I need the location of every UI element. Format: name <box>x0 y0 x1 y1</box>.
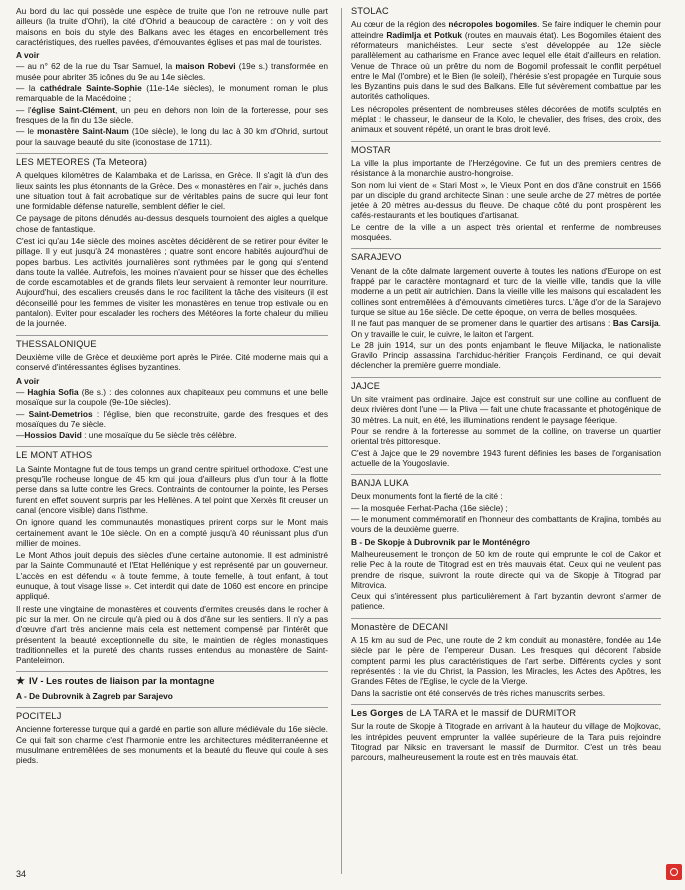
mostar-paragraph: Son nom lui vient de « Stari Most », le Vieux Pont en dos d'âne construit en 1566 par un disciple du grand architecte Sinan : une seule arche de 27 mètres de portée jetée à 20 mètres au-dessus du fleuve. De chaque côté du pont prospèrent les cafés-restaurants et les boutiques d'artisanat. <box>351 179 661 221</box>
text-run: — la <box>16 83 40 94</box>
jajce-paragraph: C'est à Jajce que le 29 novembre 1943 furent définies les bases de l'organisation actuelle de la Yougoslavie. <box>351 447 661 468</box>
text-run: (11e-14e siècles), le monument roman le plus remarquable de la Macédoine ; <box>16 83 328 104</box>
mostar-paragraph: Le centre de la ville a un aspect très oriental et renferme de nombreuses mosquées. <box>351 221 661 243</box>
sarajevo-paragraph: Le 28 juin 1914, sur un des ponts enjambant le fleuve Miljacka, le nationaliste Gravilo Princip assassina l'archiduc-héritier François Ferdinand, ce qui devait déclencher la première guerre mondiale. <box>351 339 661 371</box>
chapter-title: IV - Les routes de liaison par la montagne <box>28 675 215 687</box>
jajce-paragraph: Pour se rendre à la forteresse au sommet de la colline, on traverse un quartier oriental très pittoresque. <box>351 425 661 447</box>
banja-luka-paragraph: Deux monuments font la fierté de la cité : <box>351 491 503 502</box>
text-run: . On y travaille le cuir, le cuivre, le laiton et l'argent. <box>351 318 661 339</box>
column-divider <box>341 8 342 874</box>
text-run: — <box>16 430 25 441</box>
ohrid-sights-list <box>16 61 328 146</box>
monument-name: église Saint-Clément <box>31 104 115 115</box>
route-b-paragraph: Ceux qui s'intéressent plus particulièrement à l'art byzantin devront s'armer de patience. <box>351 591 661 612</box>
place-name: Bas Carsija <box>612 318 659 329</box>
monument-name: maison Robevi <box>175 61 236 72</box>
stolac-paragraph: Les nécropoles présentent de nombreuses stèles décorées de motifs sculptés en méplat : le chasseur, le danseur de la Kolo, le chevalier, des frises, des croix, des animaux et souvent répété, un orant le bras droit levé. <box>351 103 661 135</box>
a-voir-heading: A voir <box>16 50 40 61</box>
monument-name: Haghia Sofia <box>27 386 79 397</box>
pocitelj-heading: POCITELJ <box>16 707 328 722</box>
jajce-heading: JAJCE <box>351 377 661 392</box>
text-run: (8e s.) : des colonnes aux chapiteaux peu communs et une belle mosaïque sur la coupole (9e-10e siècles). <box>16 386 328 408</box>
stolac-paragraph <box>351 19 661 101</box>
text-run: Il ne faut pas manquer de se promener dans le quartier des artisans : <box>351 318 613 329</box>
place-name: Les Gorges <box>351 707 404 718</box>
banja-luka-item: — la mosquée Ferhat-Pacha (16e siècle) ; <box>351 502 508 513</box>
text-run: (19e s.) transformée en musée pour abriter 35 icônes du 9e au 14e siècles. <box>16 61 328 82</box>
meteores-heading: LES METEORES (Ta Meteora) <box>16 153 328 168</box>
route-b-heading: B - De Skopje à Dubrovnik par le Monténégro <box>351 536 530 547</box>
mont-athos-heading: LE MONT ATHOS <box>16 446 328 461</box>
banja-luka-heading: BANJA LUKA <box>351 474 661 489</box>
mostar-heading: MOSTAR <box>351 141 661 156</box>
decani-paragraph: A 15 km au sud de Pec, une route de 2 km conduit au monastère, fondée au 14e siècle par le père de l'empereur Dusan. Les fresques qui décorent l'abside comptent parmi les plus caractéristiques de l'art serbe. Différents cycles y sont représentés : la vie du Christ, la Passion, les Miracles, les Actes des Apôtres, les Grandes Fêtes de l'Eglise, le cycle de la Vierge. <box>351 635 661 687</box>
meteores-paragraph: A quelques kilomètres de Kalambaka et de Larissa, en Grèce. Il s'agit là d'un des lieux saints les plus étonnants de la Grèce. Des « monastères en l'air », juchés dans une situation tout à fait acrobatique sur de véritables pains de sucre qui leur font une formidable défense naturelle, semblent défier le ciel. <box>16 170 328 212</box>
route-a-heading: A - De Dubrovnik à Zagreb par Sarajevo <box>16 690 173 701</box>
mostar-paragraph: La ville la plus importante de l'Herzégovine. Ce fut un des premiers centres de résistance à la monarchie austro-hongroise. <box>351 157 661 179</box>
page-number: 34 <box>16 868 27 879</box>
thessalonique-sights-list <box>16 387 328 440</box>
thessalonique-sight-item <box>16 409 328 430</box>
corner-marker-icon <box>666 864 682 880</box>
place-name: nécropoles bogomiles <box>448 19 538 30</box>
text-run: : l'église, bien que reconstruite, garde des fresques et des mosaïques du 7e siècle. <box>16 408 328 429</box>
ohrid-sight-item <box>16 126 328 147</box>
text-run: — l' <box>16 104 32 115</box>
text-run: : une mosaïque du 5e siècle très célèbre. <box>81 430 237 441</box>
text-run: , un peu en dehors non loin de la forteresse, pour ses fresques de la fin du 13e siècle. <box>16 104 329 125</box>
decani-heading: Monastère de DECANI <box>351 618 661 633</box>
place-name: Radimlja et Potkuk <box>386 29 463 40</box>
sarajevo-heading: SARAJEVO <box>351 248 661 263</box>
meteores-paragraph: C'est ici qu'au 14e siècle des moines ascètes décidèrent de se retirer pour éviter le pillage. Il y eut jusqu'à 24 monastères ; quatre sont encore habités aujourd'hui de popes barbus. Les activités journalières sont rythmées par le gong qui s'entend dans toute la vallée. Autrefois, les moines n'avaient pour se hisser que des échelles de corde escamotables et de grands filets leur servaient à remonter leur nourriture. Aujourd'hui, des escaliers creusés dans le roc facilitent la tâche des visiteurs (il est déconseillé pour les femmes de visiter les monastères en tenue trop estivale ou en pantalon). Eviter pour escalader les rochers des Météores la forte chaleur du milieu de la journée. <box>16 236 328 329</box>
sarajevo-paragraph <box>351 318 661 339</box>
text-run: — le <box>16 126 38 137</box>
monument-name: monastère Saint-Naum <box>37 126 129 137</box>
thessalonique-sight-item <box>16 387 328 408</box>
text-run: — au n° 62 de la rue du Tsar Samuel, la <box>16 61 176 72</box>
text-run: (routes en mauvais état). Les Bogomiles étaient des réformateurs manichéistes. Leur secte s'est développée au 12e siècle parallèlement au catharisme en France avec lequel elle était d'ailleurs en relation. Venue de Thrace où un prêtre du nom de Bogomil professait le conflit perpétuel entre le Mal (l'ombre) et le Bien (le soleil), l'hérésie s'est propagée en Turquie sous les Byzantins puis dans le sud des Balkans. Elle fut sévèrement combattue par les autorités catholiques. <box>351 29 661 102</box>
decani-paragraph: Dans la sacristie ont été conservés de très riches manuscrits serbes. <box>351 687 606 698</box>
tara-paragraph: Sur la route de Skopje à Titograde en arrivant à la hauteur du village de Mojkovac, les intrépides peuvent emprunter la vallée supérieure de la Tara puis rejoindre Titograd par Niksic en traversant le massif de Durmitor. C'est un très beau parcours, malheureusement la route est en très mauvais état. <box>351 721 661 763</box>
athos-paragraph: Le Mont Athos jouit depuis des siècles d'une certaine autonomie. Il est administré par la Sainte Communauté et l'Etat Hellénique y est représenté par un gouverneur. L'accès en est défendu « à toute femme, à toute femelle, à tout enfant, à tout eunuque, à tout visage lisse ». Cet interdit qui date de 1060 est encore en principe appliqué. <box>16 550 328 602</box>
left-column <box>16 6 328 768</box>
monument-name: Saint-Demetrios <box>28 408 93 419</box>
text-run: (10e siècle), le long du lac à 30 km d'Ohrid, surtout pour la sauvage beauté du site (iconostase de 1711). <box>16 126 328 147</box>
chapter-heading <box>16 671 328 688</box>
a-voir-heading: A voir <box>16 375 40 386</box>
stolac-heading: STOLAC <box>351 6 389 16</box>
ohrid-sight-item <box>16 83 328 104</box>
text-run: Au cœur de la région des <box>351 19 449 30</box>
ohrid-intro: Au bord du lac qui possède une espèce de truite que l'on ne retrouve nulle part ailleurs (la truite d'Ohri), la cité d'Ohrid a beaucoup de caractère : on y voit des maisons en bois du style des Balkans avec les étages en encorbellement très caractéristiques, des ruelles pavées, d'émouvantes églises et pas mal de touristes. <box>16 6 328 47</box>
route-b-paragraph: Malheureusement le tronçon de 50 km de route qui emprunte le col de Cakor et relie Pec à la route de Titograd est en très mauvais état. Ceux qui ne veulent pas prendre de risque, suivront la route directe qui va de Skopje à Titograd par Mitrovica. <box>351 548 661 590</box>
text-run: — <box>16 386 28 397</box>
star-icon: ★ <box>16 676 25 688</box>
monument-name: Hossios David <box>24 430 82 441</box>
ohrid-sight-item <box>16 61 328 82</box>
ohrid-sight-item <box>16 105 328 126</box>
guide-page <box>16 6 670 880</box>
banja-luka-item: — le monument commémoratif en l'honneur des combattants de Krajina, tombés au vours de la deuxième guerre. <box>351 514 661 535</box>
thessalonique-paragraph: Deuxième ville de Grèce et deuxième port après le Pirée. Cité moderne mais qui a conservé d'intéressantes églises byzantines. <box>16 352 328 373</box>
sarajevo-paragraph: Venant de la côte dalmate largement ouverte à toutes les nations d'Europe on est frappé par le caractère montagnard et turc de la vieille ville, tandis que la ville moderne a un petit air autrichien. Dans la vieille ville les maisons qui escaladent les collines sont entremêlées à d'émouvants cimetières turcs. L'âge d'or de la Sarajevo turque se situe au 16e siècle. De cette époque, on verra de belles mosquées. <box>351 265 661 317</box>
thessalonique-heading: THESSALONIQUE <box>16 335 328 350</box>
thessalonique-sight-item <box>16 430 328 440</box>
athos-paragraph: On ignore quand les communautés monastiques prirent corps sur le Mont mais certainement avant le 10e siècle. On en a compté jusqu'à 40 réunissant plus d'un millier de moines. <box>16 517 328 548</box>
meteores-paragraph: Ce paysage de pitons dénudés au-dessus desquels tournoient des aigles a quelque chose de fantastique. <box>16 213 328 234</box>
tara-heading <box>351 704 661 719</box>
text-run: — <box>16 408 29 419</box>
jajce-paragraph: Un site vraiment pas ordinaire. Jajce est construit sur une colline au confluent de deux rivières dont l'une — la Pliva — fait une chute fracassante et photogénique de 30 mètres. La nuit, en été, les illuminations rendent le paysage féerique. <box>351 394 661 425</box>
monument-name: cathédrale Sainte-Sophie <box>39 83 142 94</box>
athos-paragraph: Il reste une vingtaine de monastères et couvents d'ermites creusés dans le rocher à pic sur la mer. On ne circule qu'à pied ou à dos d'âne sur les sentiers. Il n'y a pas d'œuvre d'art très ancienne mais cela est nettement compensé par l'intérêt que présentent la beauté exceptionnelle du site, le maintien de règles monastiques traditionnelles et la pureté des chants russes entendus au monastère de Saint-Panteleimon. <box>16 603 328 666</box>
text-run: . Se faire indiquer le chemin pour atteindre <box>351 19 661 40</box>
athos-paragraph: La Sainte Montagne fut de tous temps un grand centre spirituel orthodoxe. C'est une presqu'île rocheuse longue de 45 km qui joua d'ailleurs plus d'un tour à la flotte perse dans sa lutte contre les Grecs. Contraints de contourner la pointe, les Perses furent en effet souvent surpris par les Hellènes. A tel point que Xerxès fit creuser un canal (encore visible) dans l'isthme. <box>16 463 328 515</box>
text-run: de LA TARA et le massif de DURMITOR <box>403 707 577 718</box>
pocitelj-paragraph: Ancienne forteresse turque qui a gardé en partie son allure médiévale du 16e siècle. Ce qui fait son charme c'est l'harmonie entre les architectures méditerranéenne et musulmane entremêlées de ses monuments et la beauté du fleuve qui coule à ses pieds. <box>16 724 328 766</box>
right-column <box>351 6 661 764</box>
